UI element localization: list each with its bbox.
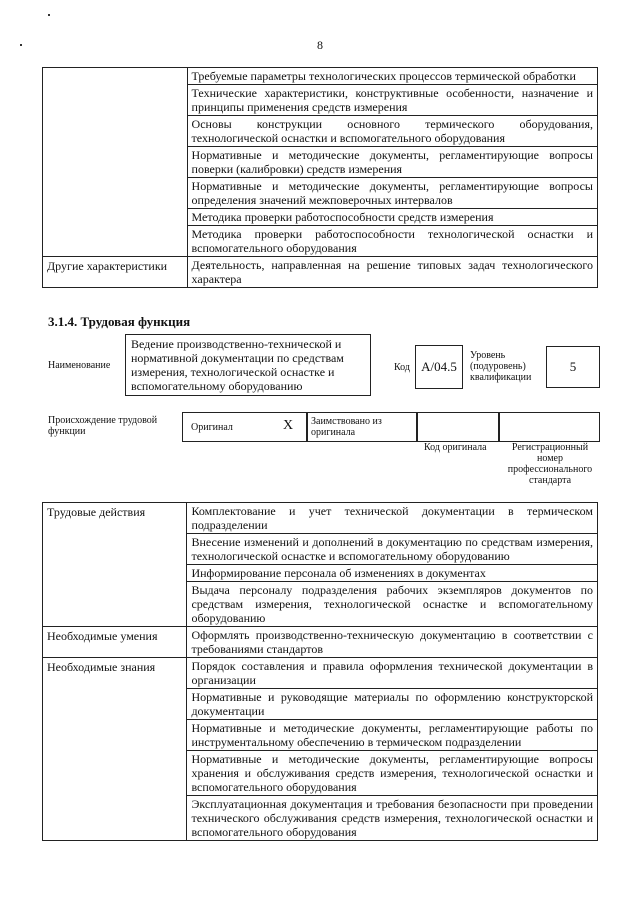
borrowed-box	[306, 412, 418, 442]
origin-label: Происхождение трудовой функции	[48, 415, 158, 437]
original-mark: X	[283, 418, 294, 433]
row-label: Другие характеристики	[43, 257, 188, 288]
table-cell: Внесение изменений и дополнений в документацию по средствам измерения, технологической оснастке и вспомогательному оборудованию	[187, 534, 598, 565]
table-cell: Нормативные и руководящие материалы по оформлению конструкторской документации	[187, 689, 598, 720]
table-cell: Деятельность, направленная на решение типовых задач технологического характера	[187, 257, 597, 288]
code-original-label: Код оригинала	[424, 442, 487, 453]
table-row	[43, 257, 598, 288]
level-value: 5	[569, 359, 577, 374]
table-cell: Комплектование и учет технической документации в термическом подразделении	[187, 503, 598, 534]
table-cell: Нормативные и методические документы, регламентирующие работы по инструментальному обеспечению в термическом подразделении	[187, 720, 598, 751]
section-title: 3.1.4. Трудовая функция	[48, 314, 191, 329]
table-row	[43, 627, 598, 658]
row-label: Необходимые умения	[43, 627, 187, 658]
reg-number-box	[498, 412, 600, 442]
table-cell: Выдача персоналу подразделения рабочих экземпляров документов по средствам измерения, технологической оснастке и вспомогательному оборудованию	[187, 582, 598, 627]
table-cell: Нормативные и методические документы, регламентирующие вопросы хранения и обслуживания средств измерения, технологической оснастки и вспомогательного оборудования	[187, 751, 598, 796]
code-value: А/04.5	[421, 359, 457, 374]
table-cell: Технические характеристики, конструктивные особенности, назначение и принципы применения средств измерения	[187, 85, 597, 116]
original-box	[182, 412, 308, 442]
reg-number-label: Регистрационный номер профессионального стандарта	[507, 442, 593, 486]
code-box	[415, 345, 463, 389]
level-box	[546, 346, 600, 388]
table-cell: Эксплуатационная документация и требования безопасности при проведении технического обслуживания средств измерения, технологической оснастки и вспомогательного оборудования	[187, 796, 598, 841]
table-row	[43, 68, 598, 85]
table-row	[43, 503, 598, 534]
row-label-empty	[43, 68, 188, 257]
table-cell: Порядок составления и правила оформления технической документации в организации	[187, 658, 598, 689]
borrowed-label: Заимствовано из оригинала	[311, 416, 382, 438]
table-cell: Нормативные и методические документы, регламентирующие вопросы определения значений межповерочных интервалов	[187, 178, 597, 209]
code-label: Код	[394, 362, 410, 373]
table-cell: Оформлять производственно-техническую документацию в соответствии с требованиями стандартов	[187, 627, 598, 658]
original-label: Оригинал	[191, 422, 233, 433]
page-number: 8	[317, 38, 323, 52]
requirements-table-continued	[42, 67, 598, 288]
table-cell: Основы конструкции основного термического оборудования, технологической оснастки и вспомогательного оборудования	[187, 116, 597, 147]
function-name-box	[125, 334, 371, 396]
name-label: Наименование	[48, 360, 111, 371]
function-name: Ведение производственно-технической и нормативной документации по средствам измерения, технологической оснастке и вспомогательному оборудованию	[131, 337, 344, 393]
table-row	[43, 658, 598, 689]
table-cell: Информирование персонала об изменениях в документах	[187, 565, 598, 582]
table-cell: Методика проверки работоспособности средств измерения	[187, 209, 597, 226]
table-cell: Требуемые параметры технологических процессов термической обработки	[187, 68, 597, 85]
row-label: Трудовые действия	[43, 503, 187, 627]
labor-function-table	[42, 502, 598, 841]
level-label: Уровень (подуровень) квалификации	[470, 350, 532, 383]
table-cell: Методика проверки работоспособности технологической оснастки и вспомогательного оборудования	[187, 226, 597, 257]
table-cell: Нормативные и методические документы, регламентирующие вопросы поверки (калибровки) средств измерения	[187, 147, 597, 178]
scan-speck	[48, 14, 50, 16]
row-label: Необходимые знания	[43, 658, 187, 841]
code-original-box	[416, 412, 500, 442]
